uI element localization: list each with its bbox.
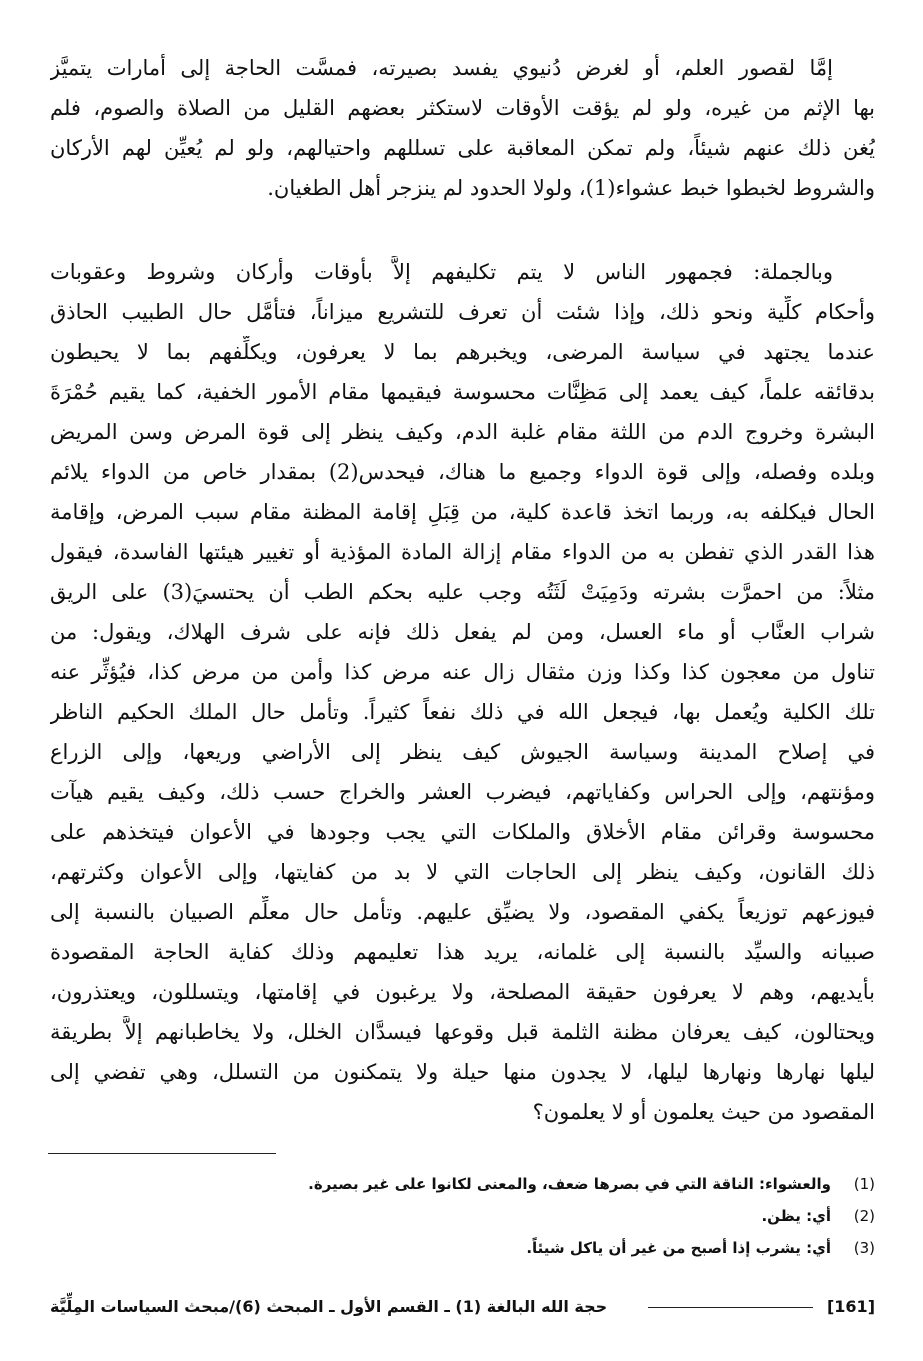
running-title: حجة الله البالغة (1) ـ القسم الأول ـ المبحث (6)/مبحث السياسات المِلِّيَّة [50,1297,608,1316]
paragraph-2-line-20: ويحتالون، كيف يعرفان مظنة الثلمة قبل وقوعها فيسدَّان الخلل، ولا يخاطبانهم إلاَّ بطريقة [50,1020,875,1044]
footnote-2 [50,1202,875,1230]
paragraph-2-line-16: ذلك القانون، وكيف ينظر إلى الحاجات التي لا بد من كفايتها، وإلى الأعوان وكثرتهم، [50,860,875,884]
footnote-text: أي: يظن. [761,1207,831,1225]
paragraph-2-line-18: صبيانه والسيِّد بالنسبة إلى غلمانه، يريد هذا تعليمهم وذلك كفاية الحاجة المقصودة [50,940,875,964]
footnote-number: (3) [853,1239,875,1257]
paragraph-2-line-8: هذا القدر الذي تفطن به من الدواء مقام إزالة المادة المؤذية أو تغيير هيئتها الفاسدة، فيقول [50,540,875,564]
footnote-text: والعشواء: الناقة التي في بصرها ضعف، والمعنى لكانوا على غير بصيرة. [308,1175,831,1193]
footnote-text: أي: يشرب إذا أصبح من غير أن ياكل شيئاً. [526,1239,831,1257]
paragraph-2-line-12: تلك الكلية ويُعمل بها، فيجعل الله في ذلك نفعاً كثيراً. وتأمل حال الملك الحكيم الناظر [50,700,875,724]
paragraph-2-line-9: مثلاً: من احمرَّت بشرته ودَمِيَتْ لَثَتُه وجب عليه بحكم الطب أن يحتسيَ(3) على الريق [50,580,875,604]
footnote-1 [50,1170,875,1198]
footnote-number: (1) [853,1175,875,1193]
paragraph-2-line-19: بأيديهم، وهم لا يعرفون حقيقة المصلحة، ولا يرغبون في إقامتها، ويتسللون، ويعتذرون، [50,980,875,1004]
paragraph-2-line-15: محسوسة وقرائن مقام الأخلاق والملكات التي يجب وجودها في الأعوان فيتخذهم على [50,820,875,844]
footnote-separator [48,1153,276,1154]
paragraph-2-line-21: ليلها نهارها ونهارها ليلها، لا يجدون منها حيلة ولا يتمكنون من التسلل، وهي تفضي إلى [50,1060,875,1084]
paragraph-2-line-7: الحال فيكلفه به، وربما اتخذ قاعدة كلية، من قِبَلِ إقامة المظنة مقام سبب المرض، وإقامة [50,500,875,524]
paragraph-1-line-3: يُغن ذلك عنهم شيئاً، ولم تمكن المعاقبة على تسللهم واحتيالهم، ولو لم يُعيِّن لهم الأركان [50,136,875,160]
paragraph-2-line-1: وبالجملة: فجمهور الناس لا يتم تكليفهم إلاَّ بأوقات وأركان وشروط وعقوبات [50,260,833,284]
page-footer [50,1292,875,1322]
footnote-3 [50,1234,875,1262]
paragraph-1-line-1: إمَّا لقصور العلم، أو لغرض دُنيوي يفسد بصيرته، فمسَّت الحاجة إلى أمارات يتميَّز [50,56,833,80]
paragraph-2-line-17: فيوزعهم توزيعاً يكفي المقصود، ولا يضيِّق عليهم. وتأمل حال معلِّم الصبيان بالنسبة إلى [50,900,875,924]
paragraph-1-line-2: بها الإثم من غيره، ولو لم يؤقت الأوقات لاستكثر بعضهم القليل من الصلاة والصوم، فلم [50,96,875,120]
footer-rule [648,1307,813,1308]
paragraph-2-line-10: شراب العنَّاب أو ماء العسل، ومن لم يفعل ذلك فإنه على شرف الهلاك، ويقول: من [50,620,875,644]
paragraph-2-line-22: المقصود من حيث يعلمون أو لا يعلمون؟ [532,1100,875,1124]
page-number: [161] [826,1297,875,1316]
paragraph-2-line-6: وبلده وفصله، وإلى قوة الدواء وجميع ما هناك، فيحدس(2) بمقدار خاص من الدواء يلائم [50,460,875,484]
footnote-number: (2) [853,1207,875,1225]
paragraph-2-line-11: تناول من معجون كذا وكذا وزن مثقال زال عنه مرض كذا وأمن من مرض كذا، فيُؤثِّر عنه [50,660,875,684]
paragraph-2-line-14: ومؤنتهم، وإلى الحراس وكفاياتهم، فيضرب العشر والخراج حسب ذلك، وكيف يقيم هيآت [50,780,875,804]
paragraph-2-line-4: بدقائقه علماً، كيف يعمد إلى مَظِنَّات محسوسة فيقيمها مقام الأمور الخفية، كما يقيم حُمْرَةَ [50,380,875,404]
paragraph-2-line-5: البشرة وخروج الدم من اللثة مقام غلبة الدم، وكيف ينظر إلى قوة المرض وسن المريض [50,420,875,444]
paragraph-2-line-2: وأحكام كلِّية ونحو ذلك، وإذا شئت أن تعرف للتشريع ميزاناً، فتأمَّل حال الطبيب الحاذق [50,300,875,324]
paragraph-1-line-4: والشروط لخبطوا خبط عشواء(1)، ولولا الحدود لم ينزجر أهل الطغيان. [267,176,875,200]
paragraph-2-line-13: في إصلاح المدينة وسياسة الجيوش كيف ينظر إلى الأراضي وريعها، وإلى الزراع [50,740,875,764]
paragraph-2-line-3: عندما يجتهد في سياسة المرضى، ويخبرهم بما لا يعرفون، ويكلِّفهم بما لا يحيطون [50,340,875,364]
